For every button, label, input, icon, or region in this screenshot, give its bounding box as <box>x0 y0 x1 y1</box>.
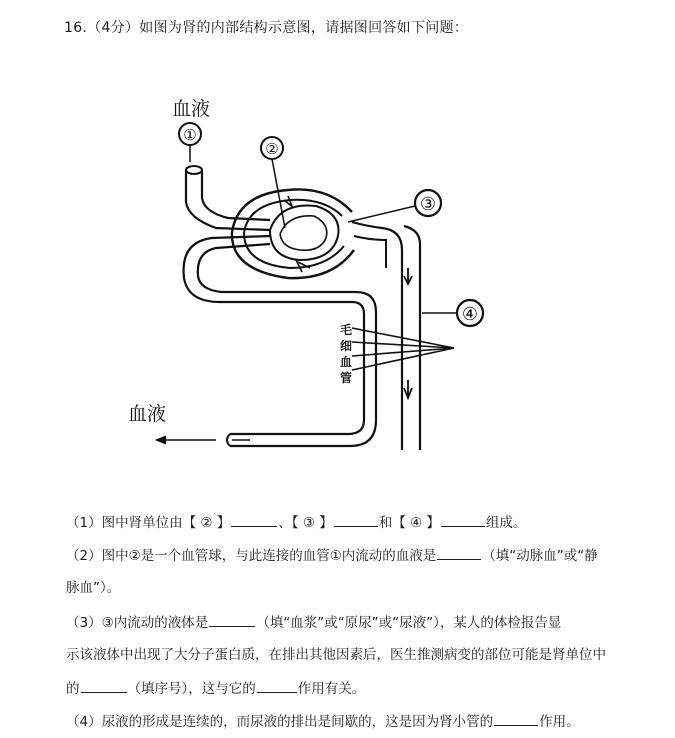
glomerulus-inner-loop <box>280 216 327 250</box>
question-4 <box>66 711 580 732</box>
q1-mid1: 、【 ③ 】 <box>278 515 333 531</box>
q1-prefix: （1）图中肾单位由【 ② 】 <box>66 515 231 531</box>
afferent-vessel-right <box>202 170 270 220</box>
q2-line1-suffix: （填“动脉血”或“静 <box>482 548 598 564</box>
capillary-label-char-4: 管 <box>340 371 353 385</box>
q2-line1-prefix: （2）图中②是一个血管球，与此连接的血管①内流动的血液是 <box>66 548 437 564</box>
question-3-line-3 <box>66 678 365 699</box>
q1-blank-1[interactable] <box>231 512 277 527</box>
q3-line3-suffix: 作用有关。 <box>297 681 366 697</box>
capillary-label-char-3: 血 <box>340 355 353 369</box>
outflow-vessel-top <box>230 420 364 434</box>
q4-blank[interactable] <box>494 711 538 726</box>
renal-capsule-inner <box>244 200 344 268</box>
capillary-label <box>340 322 356 385</box>
tubule-flow-arrow <box>404 268 412 284</box>
afferent-vessel-opening <box>186 166 202 174</box>
question-2-line-1 <box>66 545 598 566</box>
q1-blank-3[interactable] <box>441 512 485 527</box>
outflow-arrow-head <box>156 436 166 444</box>
marker-1: ① <box>183 126 197 144</box>
q3-line1-suffix: （填“血浆”或“原尿”或“尿液”），某人的体检报告显 <box>256 615 562 631</box>
question-3-line-1 <box>66 612 561 633</box>
marker-3-pointer <box>348 206 415 222</box>
q3-blank-1[interactable] <box>209 612 255 627</box>
marker-2-pointer <box>272 159 285 228</box>
capillary-label-char-1: 毛 <box>340 323 353 337</box>
tubule-flow-arrow-lower <box>404 380 412 398</box>
question-header: 16.（4分）如图为肾的内部结构示意图，请据图回答如下问题： <box>64 20 469 36</box>
efferent-vessel-outer <box>184 236 364 420</box>
nephron-diagram <box>120 90 500 460</box>
blood-in-label: 血液 <box>172 98 211 120</box>
q3-line3-mid: （填序号），这与它的 <box>127 681 256 697</box>
q1-mid2: 和【 ④ 】 <box>378 515 440 531</box>
question-1 <box>66 512 526 533</box>
capillary-label-char-2: 细 <box>340 339 353 353</box>
question-3-line-2: 示该液体中出现了大分子蛋白质，在排出其他因素后，医生推测病变的部位可能是肾单位中 <box>66 647 606 663</box>
marker-2: ② <box>265 140 279 158</box>
marker-3: ③ <box>419 194 437 215</box>
q4-suffix: 作用。 <box>539 714 580 730</box>
q2-blank[interactable] <box>437 545 481 560</box>
renal-capsule-outer <box>232 189 354 278</box>
glomerulus-arrow-top <box>284 196 294 208</box>
renal-tubule-bend <box>354 236 386 268</box>
nephron-diagram-svg <box>120 90 500 460</box>
q3-blank-2[interactable] <box>81 678 127 693</box>
afferent-vessel-left <box>186 170 270 230</box>
outflow-vessel-end <box>227 434 230 446</box>
question-2-line-2: 脉血”）。 <box>66 580 121 596</box>
q3-blank-3[interactable] <box>257 678 297 693</box>
q3-line1-prefix: （3）③内流动的液体是 <box>66 615 209 631</box>
blood-out-label: 血液 <box>128 403 167 425</box>
q3-line3-prefix: 的 <box>66 681 80 697</box>
q4-prefix: （4）尿液的形成是连续的，而尿液的排出是间歇的，这是因为肾小管的 <box>66 714 494 730</box>
q1-blank-2[interactable] <box>334 512 378 527</box>
q1-suffix: 组成。 <box>485 515 527 531</box>
marker-4: ④ <box>461 304 479 325</box>
